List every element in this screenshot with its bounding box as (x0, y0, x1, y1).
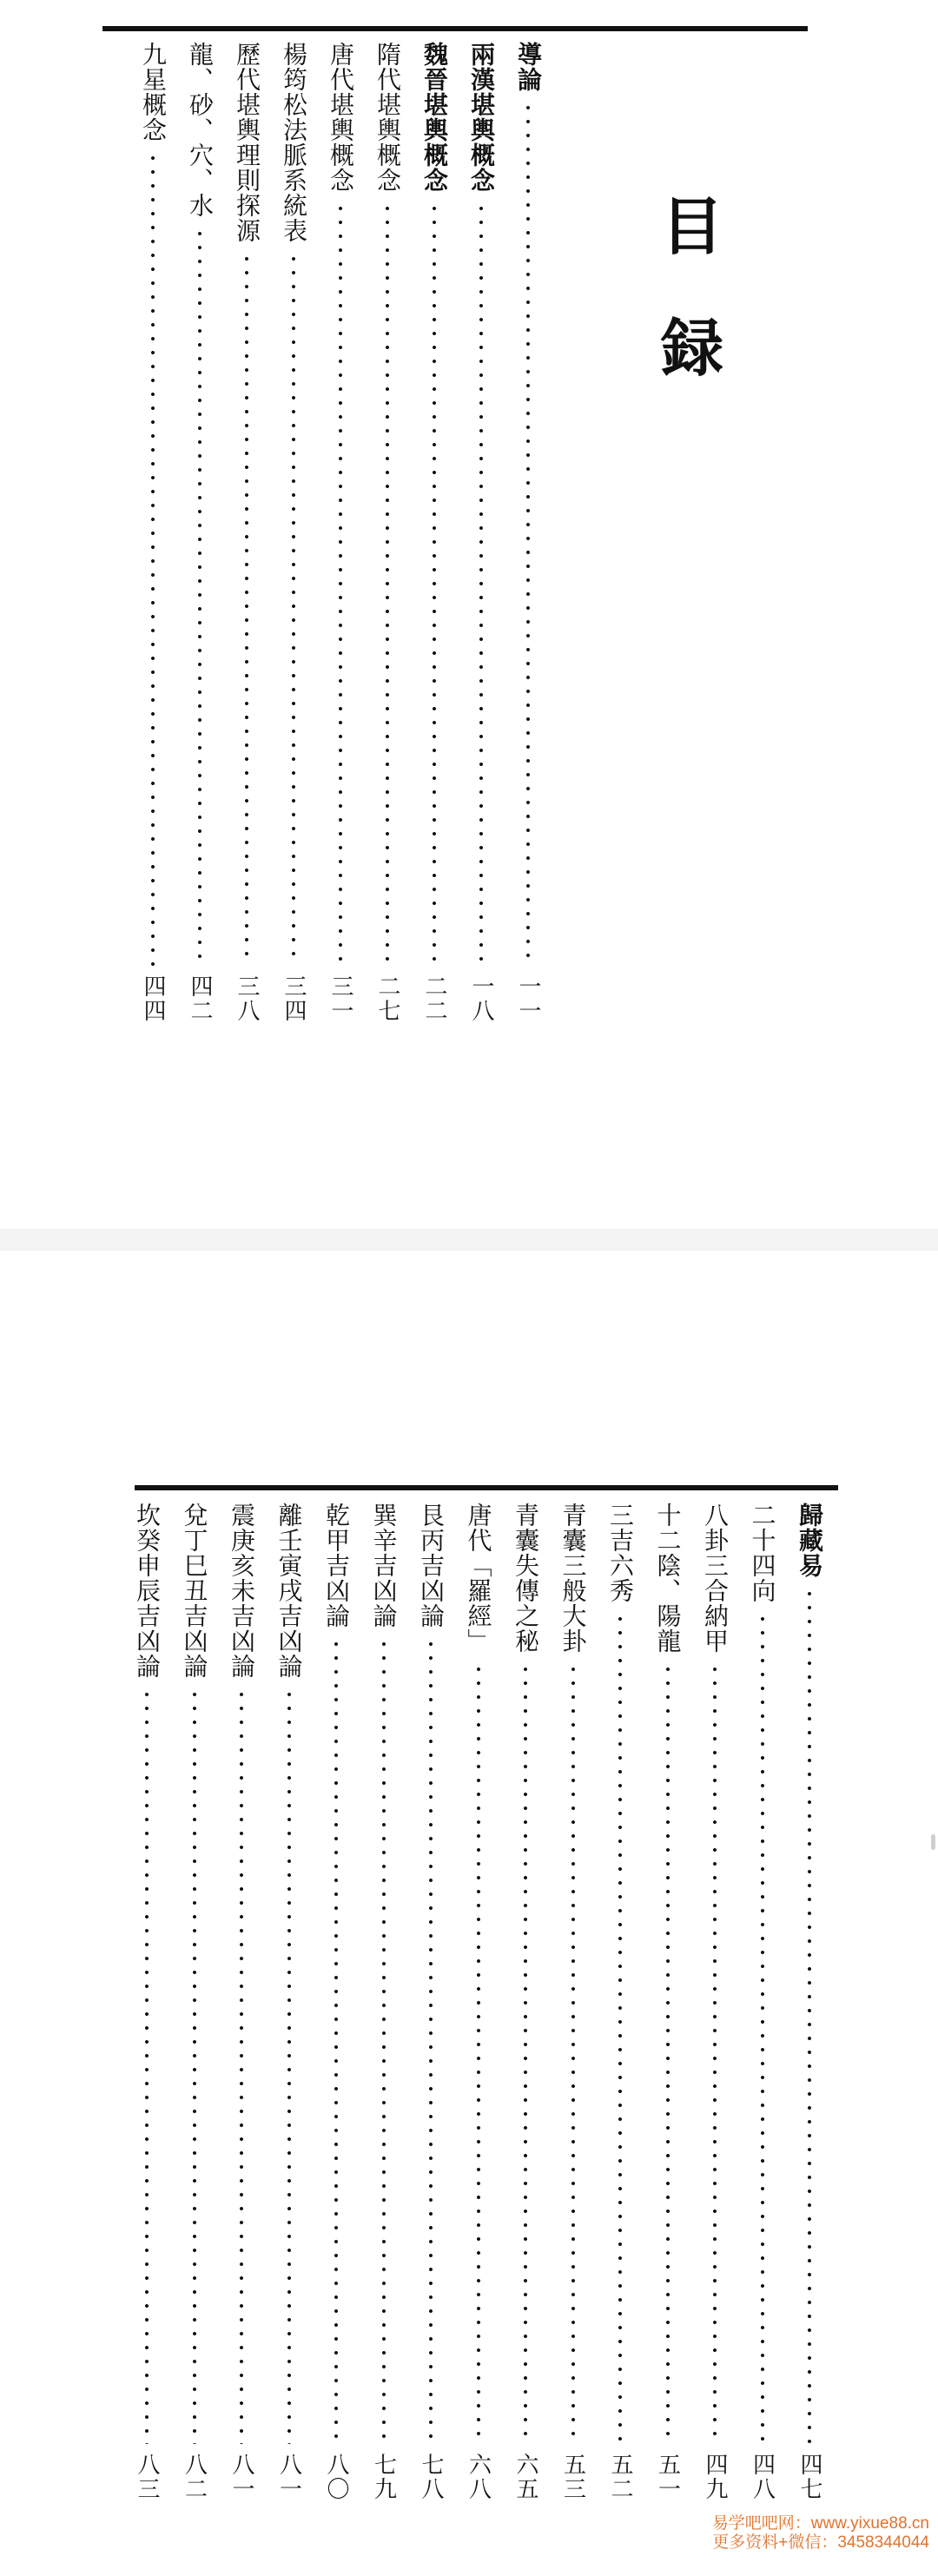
toc-entry-page-number: 四八 (749, 2453, 776, 2501)
dot-leader (433, 201, 436, 966)
toc-entry-title: 兌丁巳丑吉凶論 (180, 1503, 209, 1679)
toc-entry-title: 離壬寅戌吉凶論 (274, 1503, 304, 1679)
toc-entry (177, 1503, 212, 2501)
toc-entry-page-number: 五三 (559, 2453, 586, 2501)
toc-entry-title: 歸藏易 (796, 1503, 824, 1578)
toc-entry-page-number: 三八 (234, 974, 260, 1023)
dot-leader (808, 1587, 811, 2444)
toc-entry-page-number: 六五 (512, 2453, 538, 2501)
toc-entry-page-number: 八一 (228, 2453, 254, 2501)
toc-entry-title: 導論 (514, 42, 543, 92)
toc-entry-title: 青囊三般大卦 (558, 1503, 588, 1654)
dot-leader (524, 1662, 527, 2444)
toc-entry-page-number: 三四 (281, 974, 307, 1023)
toc-entry-page-number: 二七 (374, 974, 400, 1023)
toc-entry (370, 42, 405, 1023)
toc-entry-title: 歷代堪輿理則探源 (233, 42, 261, 243)
toc-entry (792, 1503, 827, 2501)
dot-leader (386, 201, 389, 966)
toc-entry-page-number: 三一 (327, 974, 353, 1023)
toc-entry (508, 1503, 543, 2501)
toc-entry-title: 震庚亥未吉凶論 (228, 1503, 256, 1679)
toc-entry-title: 三吉六秀 (606, 1503, 635, 1603)
toc-entry (367, 1503, 401, 2501)
toc-entry-page-number: 一一 (515, 974, 541, 1023)
toc-entry (697, 1503, 732, 2501)
dot-leader (526, 101, 530, 966)
toc-entry-page-number: 六八 (465, 2453, 492, 2501)
toc-entry-page-number: 四二 (187, 974, 213, 1023)
toc-entry-title: 唐代「羅經」 (464, 1503, 493, 1654)
toc-entry (745, 1503, 780, 2501)
toc-entry-title: 二十四向 (748, 1503, 777, 1603)
toc-entry-title: 龍、砂、穴、水 (186, 42, 215, 218)
toc-entry-title: 唐代堪輿概念 (327, 42, 355, 193)
toc-entry-title: 坎癸申辰吉凶論 (133, 1503, 162, 1679)
dot-leader (145, 1688, 149, 2444)
toc-entry (556, 1503, 591, 2501)
toc-entry-title: 青囊失傳之秘 (512, 1503, 540, 1654)
toc-entry-page-number: 八二 (181, 2453, 208, 2501)
dot-leader (287, 1688, 291, 2444)
toc-entry (272, 1503, 307, 2501)
toc-entry-page-number: 八一 (275, 2453, 302, 2501)
dot-leader (292, 252, 295, 966)
toc-entry (651, 1503, 685, 2501)
dot-leader (198, 227, 201, 966)
toc-entry-title: 九星概念 (139, 42, 168, 142)
dot-leader (151, 151, 155, 966)
dot-leader (334, 1637, 338, 2444)
dot-leader (761, 1612, 764, 2444)
toc-entry-page-number: 八三 (134, 2453, 160, 2501)
dot-leader (571, 1662, 575, 2444)
toc-heading-char-2: 録 (660, 311, 723, 385)
toc-entry-title: 巽辛吉凶論 (369, 1503, 399, 1628)
toc-entry-title: 八卦三合納甲 (701, 1503, 730, 1654)
dot-leader (339, 201, 342, 966)
toc-entry (229, 42, 264, 1023)
toc-entry (461, 1503, 496, 2501)
toc-entry-page-number: 一八 (468, 974, 494, 1023)
toc-page-1 (0, 0, 938, 1229)
toc-entry (511, 42, 545, 1023)
toc-entry (417, 42, 452, 1023)
scrollbar-thumb[interactable] (931, 1834, 935, 1850)
dot-leader (666, 1662, 670, 2444)
toc-entry-page-number: 二二 (421, 974, 447, 1023)
toc-entry-page-number: 八〇 (323, 2453, 349, 2501)
dot-leader (479, 201, 483, 966)
dot-leader (713, 1662, 717, 2444)
toc-entry-page-number: 四九 (702, 2453, 728, 2501)
toc-entry (182, 42, 217, 1023)
dot-leader (193, 1688, 196, 2444)
toc-entry (224, 1503, 259, 2501)
dot-leader (245, 252, 248, 966)
toc-entry-title: 乾甲吉凶論 (322, 1503, 351, 1628)
toc-entry-page-number: 五一 (654, 2453, 681, 2501)
toc-entry (129, 1503, 164, 2501)
toc-entry (464, 42, 499, 1023)
watermark-line-1: 易学吧吧网：www.yixue88.cn (711, 2514, 929, 2533)
toc-heading-char-1: 目 (660, 189, 723, 263)
watermark (704, 2514, 929, 2553)
toc-entry-title: 楊筠松法脈系統表 (280, 42, 308, 243)
toc-entry-title: 十二陰、陽龍 (653, 1503, 683, 1654)
toc-entry (276, 42, 311, 1023)
toc-entry (603, 1503, 637, 2501)
toc-entry (319, 1503, 353, 2501)
dot-leader (429, 1637, 433, 2444)
toc-entry-page-number: 七八 (418, 2453, 444, 2501)
toc-entry (135, 42, 170, 1023)
top-rule (135, 1485, 838, 1490)
toc-entry-page-number: 四四 (140, 974, 166, 1023)
toc-entry-title: 魏晉堪輿概念 (420, 42, 449, 193)
toc-entry (323, 42, 358, 1023)
top-rule (102, 26, 808, 31)
toc-entry-page-number: 七九 (370, 2453, 397, 2501)
page-gap (0, 1229, 938, 1251)
dot-leader (382, 1637, 386, 2444)
dot-leader (618, 1612, 622, 2444)
watermark-line-2: 更多资料+微信：3458344044 (712, 2533, 929, 2552)
toc-entry-title: 隋代堪輿概念 (373, 42, 402, 193)
toc-entry (413, 1503, 448, 2501)
dot-leader (477, 1662, 480, 2444)
toc-entry-title: 兩漢堪輿概念 (467, 42, 496, 193)
toc-entry-page-number: 四七 (796, 2453, 822, 2501)
toc-page-2 (0, 1251, 938, 2576)
toc-entry-title: 艮丙吉凶論 (417, 1503, 446, 1628)
toc-entry-page-number: 五二 (607, 2453, 633, 2501)
dot-leader (240, 1688, 243, 2444)
